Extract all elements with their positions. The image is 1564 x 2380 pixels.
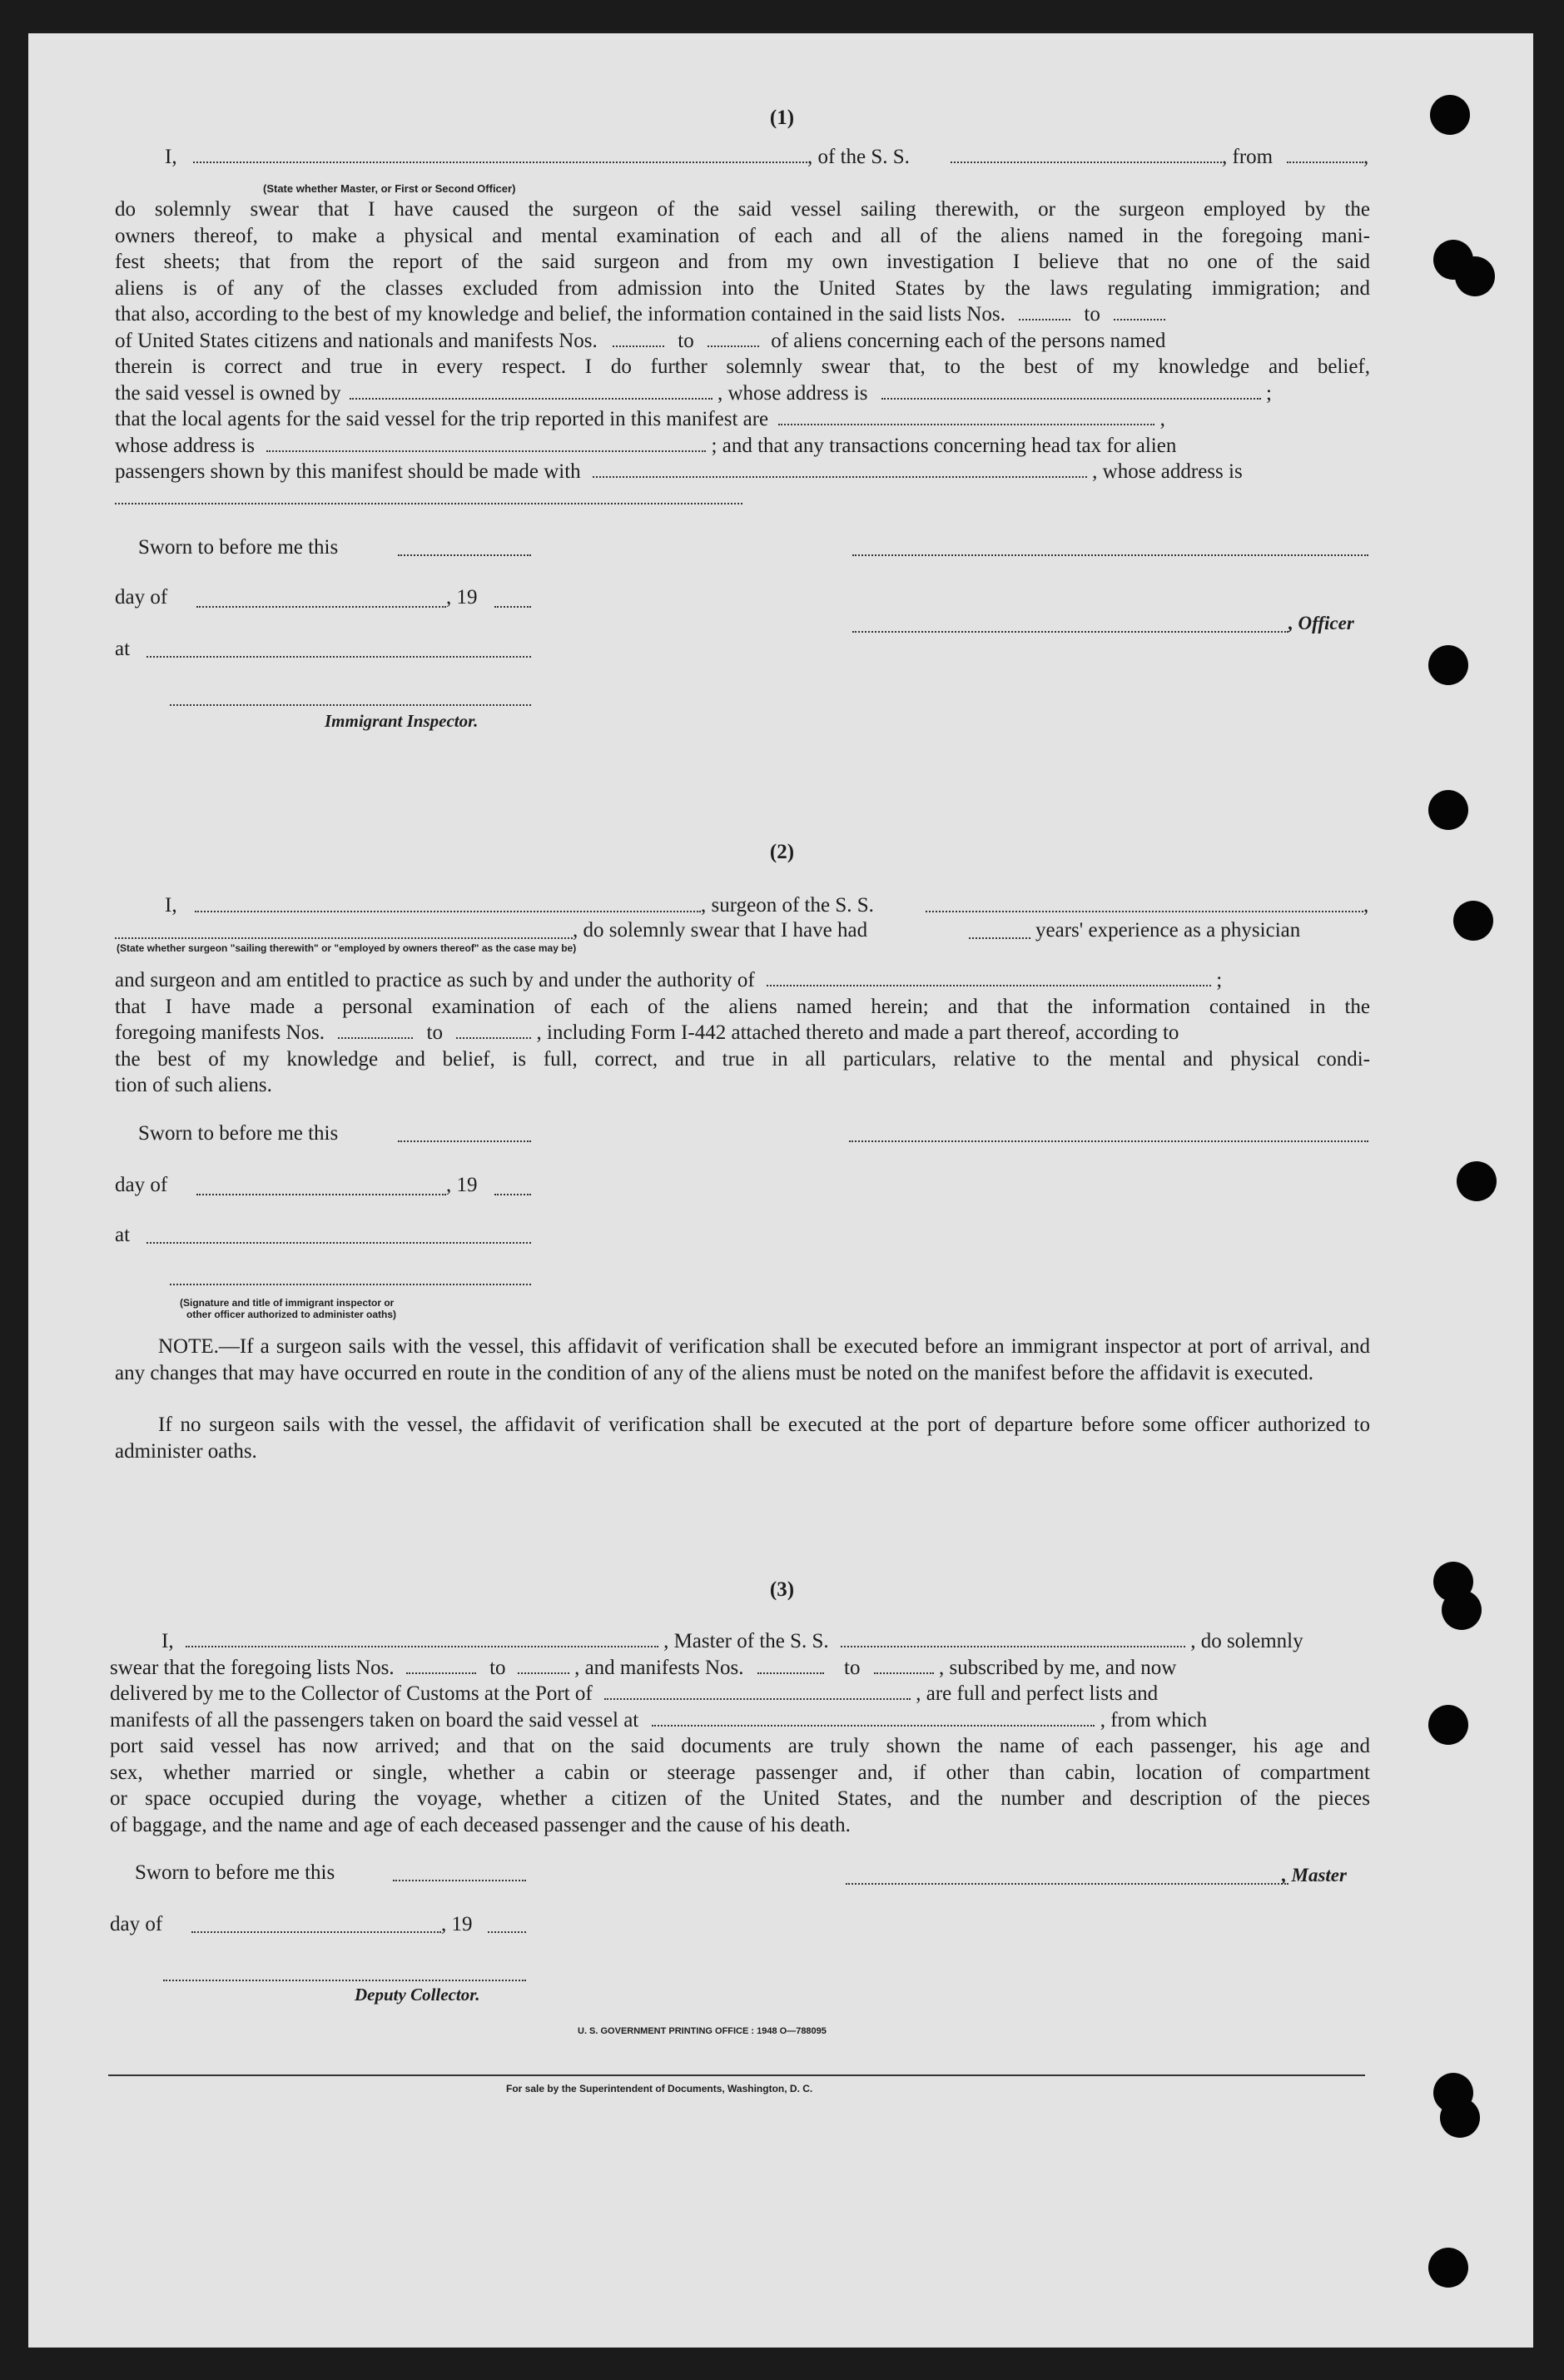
day-of-label: day of xyxy=(115,1174,168,1196)
manifests-text: , and manifests Nos. xyxy=(574,1656,744,1679)
year-blank[interactable] xyxy=(488,1931,526,1933)
deputy-signature-blank[interactable] xyxy=(163,1980,526,1981)
section-2-oath xyxy=(115,967,1370,1099)
punch-hole xyxy=(1455,256,1495,296)
deputy-label: Deputy Collector. xyxy=(355,1985,480,2005)
officer-title-blank[interactable] xyxy=(852,631,1288,633)
oath-line: fest sheets; that from the report of the said surgeon and from my own investigation I believe that no one of the said xyxy=(115,251,1370,273)
solemnly-text: , do solemnly xyxy=(1190,1630,1303,1652)
year-label: , 19 xyxy=(441,1913,473,1935)
punch-hole xyxy=(1428,1705,1468,1745)
agents-address-blank[interactable] xyxy=(266,433,706,452)
manifests-from-blank[interactable] xyxy=(757,1655,824,1674)
from-which-text: , from which xyxy=(1100,1708,1208,1732)
oath-line: therein is correct and true in every respect. I do further solemnly swear that, to the best of my knowledge and belief, xyxy=(115,355,1370,378)
note-paragraph: If no surgeon sails with the vessel, the affidavit of verification shall be executed at the port of departure before some officer authorized to administer oaths. xyxy=(115,1414,1370,1463)
agents-address-line xyxy=(115,433,1370,460)
label-i: I, xyxy=(165,894,177,917)
label-of-ss: , of the S. S. xyxy=(807,146,910,168)
year-blank[interactable] xyxy=(494,1194,531,1195)
comma: , xyxy=(1363,146,1369,168)
from-port-blank[interactable] xyxy=(1287,144,1363,163)
boarding-port-blank[interactable] xyxy=(652,1707,1095,1727)
section-3-oath xyxy=(110,1628,1370,1838)
aliens-text: of aliens concerning each of the persons named xyxy=(771,329,1166,352)
oath-line: do solemnly swear that I have caused the surgeon of the said vessel sailing therewith, or the surgeon employed by the xyxy=(115,198,1370,221)
punch-hole xyxy=(1428,645,1468,685)
head-tax-label: passengers shown by this manifest should be made with xyxy=(115,460,581,483)
to-label: to xyxy=(844,1656,861,1679)
address-label: whose address is xyxy=(115,434,256,457)
lists-line xyxy=(110,1655,1370,1682)
officer-caption: (State whether Master, or First or Second Officer) xyxy=(263,182,516,195)
punch-hole xyxy=(1457,1161,1497,1201)
collector-text: delivered by me to the Collector of Customs at the Port of xyxy=(110,1682,593,1705)
surgeon-status-blank[interactable] xyxy=(115,937,573,939)
head-tax-address-line xyxy=(115,485,1370,512)
officer-label: , Officer xyxy=(1288,613,1354,634)
agents-line xyxy=(115,406,1370,433)
day-of-label: day of xyxy=(110,1913,163,1935)
port-blank[interactable] xyxy=(604,1681,911,1700)
surgeon-label: , surgeon of the S. S. xyxy=(701,894,874,917)
boarded-line xyxy=(110,1707,1370,1734)
to-label: to xyxy=(678,329,694,352)
manifests-text: foregoing manifests Nos. xyxy=(115,1021,325,1044)
sworn-date-blank[interactable] xyxy=(398,554,531,556)
punch-hole xyxy=(1428,790,1468,830)
authority-blank[interactable] xyxy=(767,967,1211,986)
month-blank[interactable] xyxy=(191,1931,441,1933)
sworn-date-blank[interactable] xyxy=(393,1880,526,1881)
punch-hole xyxy=(1428,2248,1468,2288)
sale-line: For sale by the Superintendent of Documents, Washington, D. C. xyxy=(506,2083,813,2094)
inspector-label: Immigrant Inspector. xyxy=(325,711,479,731)
owner-label: the said vessel is owned by xyxy=(115,381,341,405)
lists-from-blank[interactable] xyxy=(1019,301,1070,320)
sworn-label: Sworn to before me this xyxy=(138,1122,339,1145)
master-line xyxy=(110,1628,1370,1655)
subscribed-text: , subscribed by me, and now xyxy=(938,1656,1177,1679)
oath-line: aliens is of any of the classes excluded from admission into the United States by the laws regulating immigration; and xyxy=(115,276,1370,300)
signature-caption: other officer authorized to administer oaths) xyxy=(186,1309,397,1320)
agents-blank[interactable] xyxy=(778,406,1154,425)
head-tax-text: ; and that any transactions concerning head tax for alien xyxy=(711,434,1177,457)
physician-text: years' experience as a physician xyxy=(1035,919,1301,942)
oath-line: the best of my knowledge and belief, is full, correct, and true in all particulars, relative to the mental and physical condi- xyxy=(115,1047,1370,1071)
sworn-label: Sworn to before me this xyxy=(135,1861,335,1884)
oath-line: tion of such aliens. xyxy=(115,1074,272,1096)
oath-text: , do solemnly swear that I have had xyxy=(573,919,868,942)
manifests-to-blank[interactable] xyxy=(874,1655,934,1674)
vessel-name-blank[interactable] xyxy=(926,911,1363,912)
printing-office-line: U. S. GOVERNMENT PRINTING OFFICE : 1948 O—788095 xyxy=(578,2026,827,2036)
section-1-number: (1) xyxy=(769,107,795,129)
month-blank[interactable] xyxy=(196,1194,446,1195)
note-paragraph: NOTE.—If a surgeon sails with the vessel, this affidavit of verification shall be executed before an immigrant inspector at port of arrival, and any changes that may have occurred en route in the condition of any of the aliens must be noted on the manifest before the affidavit is executed. xyxy=(115,1335,1370,1384)
address-label: , whose address is xyxy=(717,381,868,405)
punch-hole xyxy=(1440,2098,1480,2138)
comma: , xyxy=(1363,894,1369,917)
label-i: I, xyxy=(165,146,177,168)
lists-text: swear that the foregoing lists Nos. xyxy=(110,1656,395,1679)
vessel-name-blank[interactable] xyxy=(951,144,1222,163)
label-from: , from xyxy=(1222,146,1274,168)
at-label: at xyxy=(115,638,131,660)
officer-signature-blank[interactable] xyxy=(852,554,1368,556)
oath-line: that I have made a personal examination of each of the aliens named herein; and that the information contained in the xyxy=(115,995,1370,1018)
year-label: , 19 xyxy=(446,586,478,609)
comma: , xyxy=(1159,408,1165,430)
vessel-name-blank[interactable] xyxy=(841,1628,1185,1647)
oath-line-lists xyxy=(115,301,1370,328)
boarded-text: manifests of all the passengers taken on board the said vessel at xyxy=(110,1708,639,1732)
day-of-label: day of xyxy=(115,586,168,609)
at-place-blank[interactable] xyxy=(146,656,531,658)
punch-hole xyxy=(1453,901,1493,941)
manifests-from-blank[interactable] xyxy=(613,328,664,347)
years-blank[interactable] xyxy=(969,937,1030,939)
oath-line: sex, whether married or single, whether a cabin or steerage passenger and, if other than cabin, location of compartment xyxy=(110,1761,1370,1784)
lists-from-blank[interactable] xyxy=(406,1655,476,1674)
section-1-oath xyxy=(115,146,1370,511)
semicolon: ; xyxy=(1216,969,1223,991)
manifests-to-blank[interactable] xyxy=(708,328,759,347)
authority-text: and surgeon and am entitled to practice as such by and under the authority of xyxy=(115,969,755,991)
at-place-blank[interactable] xyxy=(146,1242,531,1244)
inspector-signature-blank[interactable] xyxy=(170,1284,531,1285)
address-label: , whose address is xyxy=(1092,460,1243,483)
sworn-date-blank[interactable] xyxy=(398,1140,531,1142)
to-label: to xyxy=(426,1021,443,1044)
head-tax-blank[interactable] xyxy=(593,459,1087,478)
section-3-number: (3) xyxy=(769,1578,795,1601)
year-blank[interactable] xyxy=(494,606,531,608)
master-signature-blank[interactable] xyxy=(846,1883,1288,1885)
officer-name-blank[interactable] xyxy=(193,144,807,163)
inspector-signature-blank[interactable] xyxy=(170,704,531,706)
semicolon: ; xyxy=(1266,381,1272,405)
oath-line: port said vessel has now arrived; and that on the said documents are truly shown the name of each passenger, his age and xyxy=(110,1735,1370,1757)
master-label: , Master xyxy=(1282,1865,1347,1886)
month-blank[interactable] xyxy=(196,606,446,608)
owner-blank[interactable] xyxy=(350,380,712,400)
to-label: to xyxy=(1084,303,1100,325)
manifests-from-blank[interactable] xyxy=(338,1020,413,1039)
authority-line xyxy=(115,967,1370,994)
manifests-to-blank[interactable] xyxy=(456,1020,531,1039)
head-tax-address-blank[interactable] xyxy=(115,485,742,504)
year-label: , 19 xyxy=(446,1174,478,1196)
master-label: , Master of the S. S. xyxy=(663,1630,829,1652)
lists-text: that also, according to the best of my knowledge and belief, the information contained in the said lists Nos. xyxy=(115,303,1005,325)
owner-address-blank[interactable] xyxy=(881,380,1261,400)
footer-divider xyxy=(108,2074,1365,2076)
surgeon-name-blank[interactable] xyxy=(195,911,701,912)
manifests-line xyxy=(115,1020,1370,1046)
collector-line xyxy=(110,1681,1370,1707)
surgeon-signature-blank[interactable] xyxy=(849,1140,1368,1142)
master-name-blank[interactable] xyxy=(186,1628,658,1647)
surgeon-caption: (State whether surgeon "sailing therewith" or "employed by owners thereof" as the case may be) xyxy=(117,942,577,954)
lists-to-blank[interactable] xyxy=(1114,301,1165,320)
oath-line: of baggage, and the name and age of each deceased passenger and the cause of his death. xyxy=(110,1813,851,1836)
oath-line: owners thereof, to make a physical and mental examination of each and all of the aliens named in the foregoing mani- xyxy=(115,224,1370,247)
oath-line: or space occupied during the voyage, whether a citizen of the United States, and the number and description of the pieces xyxy=(110,1787,1370,1810)
to-label: to xyxy=(489,1656,506,1679)
at-label: at xyxy=(115,1224,131,1246)
agents-label: that the local agents for the said vessel for the trip reported in this manifest are xyxy=(115,408,769,430)
sworn-label: Sworn to before me this xyxy=(138,536,339,559)
lists-text: , are full and perfect lists and xyxy=(916,1682,1159,1705)
lists-to-blank[interactable] xyxy=(518,1655,569,1674)
form-text: , including Form I-442 attached thereto and made a part thereof, according to xyxy=(536,1021,1179,1044)
manifests-text: of United States citizens and nationals and manifests Nos. xyxy=(115,329,598,352)
section-2-number: (2) xyxy=(769,841,795,863)
owner-line xyxy=(115,380,1370,407)
head-tax-line xyxy=(115,459,1370,485)
label-i: I, xyxy=(161,1630,174,1652)
signature-caption: (Signature and title of immigrant inspector or xyxy=(180,1297,395,1309)
oath-line-manifests xyxy=(115,328,1370,355)
